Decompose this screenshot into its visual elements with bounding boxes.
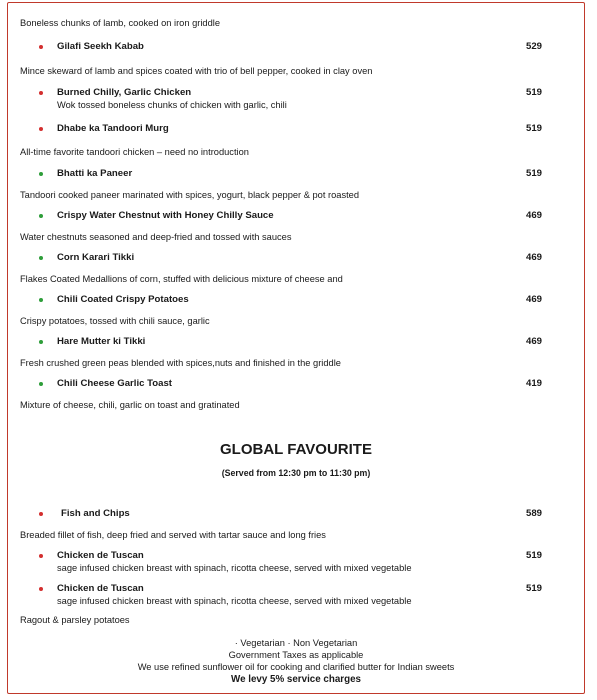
service-charge-note: We levy 5% service charges: [231, 674, 361, 685]
item-subdescription: Wok tossed boneless chunks of chicken with garlic, chili: [57, 100, 287, 110]
item-description: Mince skeward of lamb and spices coated with trio of bell pepper, cooked in clay oven: [20, 66, 373, 76]
menu-item-name: Crispy Water Chestnut with Honey Chilly Sauce: [57, 210, 274, 221]
non-veg-indicator-icon: [39, 512, 43, 516]
non-veg-indicator-icon: [39, 127, 43, 131]
menu-item-name: Chili Coated Crispy Potatoes: [57, 294, 189, 305]
non-veg-indicator-icon: [39, 45, 43, 49]
item-description: Boneless chunks of lamb, cooked on iron griddle: [20, 18, 221, 28]
veg-indicator-icon: [39, 214, 43, 218]
menu-item-name: Bhatti ka Paneer: [57, 168, 133, 179]
non-veg-indicator-icon: [39, 554, 43, 558]
section-subtitle: (Served from 12:30 pm to 11:30 pm): [221, 468, 371, 478]
menu-item-price: 469: [525, 210, 542, 221]
item-description: Ragout & parsley potatoes: [20, 615, 130, 625]
non-veg-indicator-icon: [39, 91, 43, 95]
veg-indicator-icon: [39, 172, 43, 176]
veg-indicator-icon: [39, 298, 43, 302]
menu-item-price: 519: [525, 123, 542, 134]
menu-item-price: 469: [525, 336, 542, 347]
item-description: Fresh crushed green peas blended with spices,nuts and finished in the griddle: [20, 358, 341, 368]
item-description: Water chestnuts seasoned and deep-fried and tossed with sauces: [20, 232, 292, 242]
item-subdescription: sage infused chicken breast with spinach, ricotta cheese, served with mixed vegetable: [57, 563, 412, 573]
menu-item-name: Chicken de Tuscan: [57, 550, 144, 561]
oil-note: We use refined sunflower oil for cooking and clarified butter for Indian sweets: [137, 662, 455, 672]
menu-item-price: 469: [525, 294, 542, 305]
taxes-note: Government Taxes as applicable: [228, 650, 364, 660]
diet-legend: · Vegetarian · Non Vegetarian: [234, 638, 358, 648]
menu-item-name: Chili Cheese Garlic Toast: [57, 378, 172, 389]
menu-page: [7, 2, 585, 694]
menu-item-name: Hare Mutter ki Tikki: [57, 336, 146, 347]
menu-item-name: Chicken de Tuscan: [57, 583, 144, 594]
section-title: GLOBAL FAVOURITE: [220, 441, 372, 458]
item-description: Tandoori cooked paneer marinated with spices, yogurt, black pepper & pot roasted: [20, 190, 360, 200]
menu-item-name: Fish and Chips: [61, 508, 130, 519]
item-subdescription: sage infused chicken breast with spinach, ricotta cheese, served with mixed vegetable: [57, 596, 412, 606]
menu-item-price: 519: [525, 168, 542, 179]
menu-item-price: 519: [525, 550, 542, 561]
item-description: Crispy potatoes, tossed with chili sauce, garlic: [20, 316, 210, 326]
menu-item-price: 519: [525, 583, 542, 594]
item-description: All-time favorite tandoori chicken – need no introduction: [20, 147, 249, 157]
item-description: Mixture of cheese, chili, garlic on toast and gratinated: [20, 400, 240, 410]
menu-item-name: Burned Chilly, Garlic Chicken: [57, 87, 192, 98]
menu-item-price: 519: [525, 87, 542, 98]
veg-indicator-icon: [39, 382, 43, 386]
menu-item-price: 469: [525, 252, 542, 263]
menu-item-price: 529: [525, 41, 542, 52]
non-veg-indicator-icon: [39, 587, 43, 591]
menu-item-price: 419: [525, 378, 542, 389]
veg-indicator-icon: [39, 340, 43, 344]
menu-item-price: 589: [525, 508, 542, 519]
menu-item-name: Dhabe ka Tandoori Murg: [57, 123, 169, 134]
veg-indicator-icon: [39, 256, 43, 260]
menu-item-name: Corn Karari Tikki: [57, 252, 135, 263]
item-description: Flakes Coated Medallions of corn, stuffed with delicious mixture of cheese and: [20, 274, 343, 284]
item-description: Breaded fillet of fish, deep fried and served with tartar sauce and long fries: [20, 530, 326, 540]
menu-item-name: Gilafi Seekh Kabab: [57, 41, 144, 52]
